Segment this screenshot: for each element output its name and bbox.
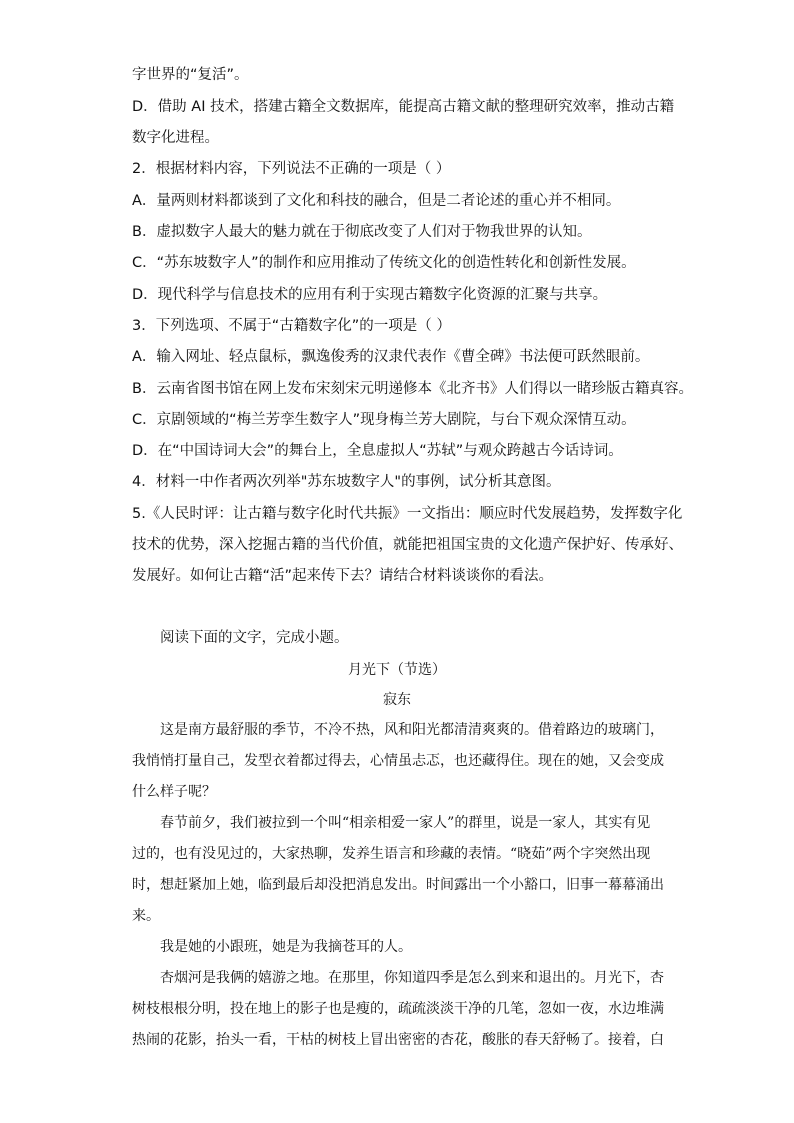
story-title: 月光下（节选） bbox=[348, 662, 446, 678]
story-p2-line3: 时，想赶紧加上她，临到最后却没把消息发出。时间露出一个小豁口，旧事一幕幕涌出 bbox=[132, 877, 664, 893]
story-p1-line3: 什么样子呢？ bbox=[132, 784, 216, 800]
story-p3-line1: 我是她的小跟班，她是为我摘苍耳的人。 bbox=[160, 939, 412, 955]
q2-option-c: C．“苏东坡数字人”的制作和应用推动了传统文化的创造性转化和创新性发展。 bbox=[132, 255, 636, 271]
q3-stem: 3．下列选项、不属于“古籍数字化”的一项是（ ） bbox=[132, 318, 451, 334]
q2-option-d: D．现代科学与信息技术的应用有利于实现古籍数字化资源的汇聚与共享。 bbox=[132, 287, 608, 303]
story-author: 寂东 bbox=[383, 692, 411, 708]
q3-option-a: A．输入网址、轻点鼠标，飘逸俊秀的汉隶代表作《曹全碑》书法便可跃然眼前。 bbox=[132, 349, 650, 365]
q1-option-c-end: 字世界的“复活”。 bbox=[132, 67, 249, 83]
q3-option-b: B．云南省图书馆在网上发布宋刻宋元明递修本《北齐书》人们得以一睹珍版古籍真容。 bbox=[132, 381, 693, 397]
story-p2-line1: 春节前夕，我们被拉到一个叫“相亲相爱一家人”的群里，说是一家人，其实有见 bbox=[160, 815, 651, 831]
q3-option-c: C．京剧领域的“梅兰芳孪生数字人”现身梅兰芳大剧院，与台下观众深情互动。 bbox=[132, 412, 636, 428]
q5-line1: 5.《人民时评：让古籍与数字化时代共振》一文指出：顺应时代发展趋势，发挥数字化 bbox=[132, 506, 683, 522]
q3-option-d: D．在“中国诗词大会”的舞台上，全息虚拟人“苏轼”与观众跨越古今话诗词。 bbox=[132, 443, 623, 459]
story-p2-line2: 过的，也有没见过的，大家热聊，发养生语言和珍藏的表情。“晓茹”两个字突然出现 bbox=[132, 846, 651, 862]
story-p4-line3: 热闹的花影，抬头一看，干枯的树枝上冒出密密的杏花，酸胀的春天舒畅了。接着，白 bbox=[132, 1032, 664, 1048]
q2-option-b: B．虚拟数字人最大的魅力就在于彻底改变了人们对于物我世界的认知。 bbox=[132, 224, 592, 240]
q2-option-a: A．量两则材料都谈到了文化和科技的融合，但是二者论述的重心并不相同。 bbox=[132, 193, 621, 209]
story-p2-line4: 来。 bbox=[132, 908, 160, 924]
q1-option-d-line2: 数字化进程。 bbox=[132, 130, 219, 146]
story-p4-line2: 树枝根根分明，投在地上的影子也是瘦的，疏疏淡淡干净的几笔，忽如一夜，水边堆满 bbox=[132, 1001, 664, 1017]
story-p1-line2: 我悄悄打量自己，发型衣着都过得去，心情虽忐忑，也还藏得住。现在的她，又会变成 bbox=[132, 753, 664, 769]
q1-option-d-line1: D．借助 AI 技术，搭建古籍全文数据库，能提高古籍文献的整理研究效率，推动古籍 bbox=[132, 99, 675, 115]
story-p4-line1: 杏烟河是我俩的嬉游之地。在那里，你知道四季是怎么到来和退出的。月光下，杏 bbox=[160, 970, 664, 986]
reading-instruction: 阅读下面的文字，完成小题。 bbox=[160, 630, 349, 646]
q2-stem: 2．根据材料内容，下列说法不正确的一项是（ ） bbox=[132, 161, 451, 177]
q5-line3: 发展好。如何让古籍“活”起来传下去？请结合材料谈谈你的看法。 bbox=[132, 568, 554, 584]
q4-stem: 4．材料一中作者两次列举"苏东坡数字人"的事例，试分析其意图。 bbox=[132, 474, 561, 490]
story-p1-line1: 这是南方最舒服的季节，不冷不热，风和阳光都清清爽爽的。借着路边的玻璃门， bbox=[160, 722, 664, 738]
q5-line2: 技术的优势，深入挖掘古籍的当代价值，就能把祖国宝贵的文化遗产保护好、传承好、 bbox=[132, 537, 683, 553]
